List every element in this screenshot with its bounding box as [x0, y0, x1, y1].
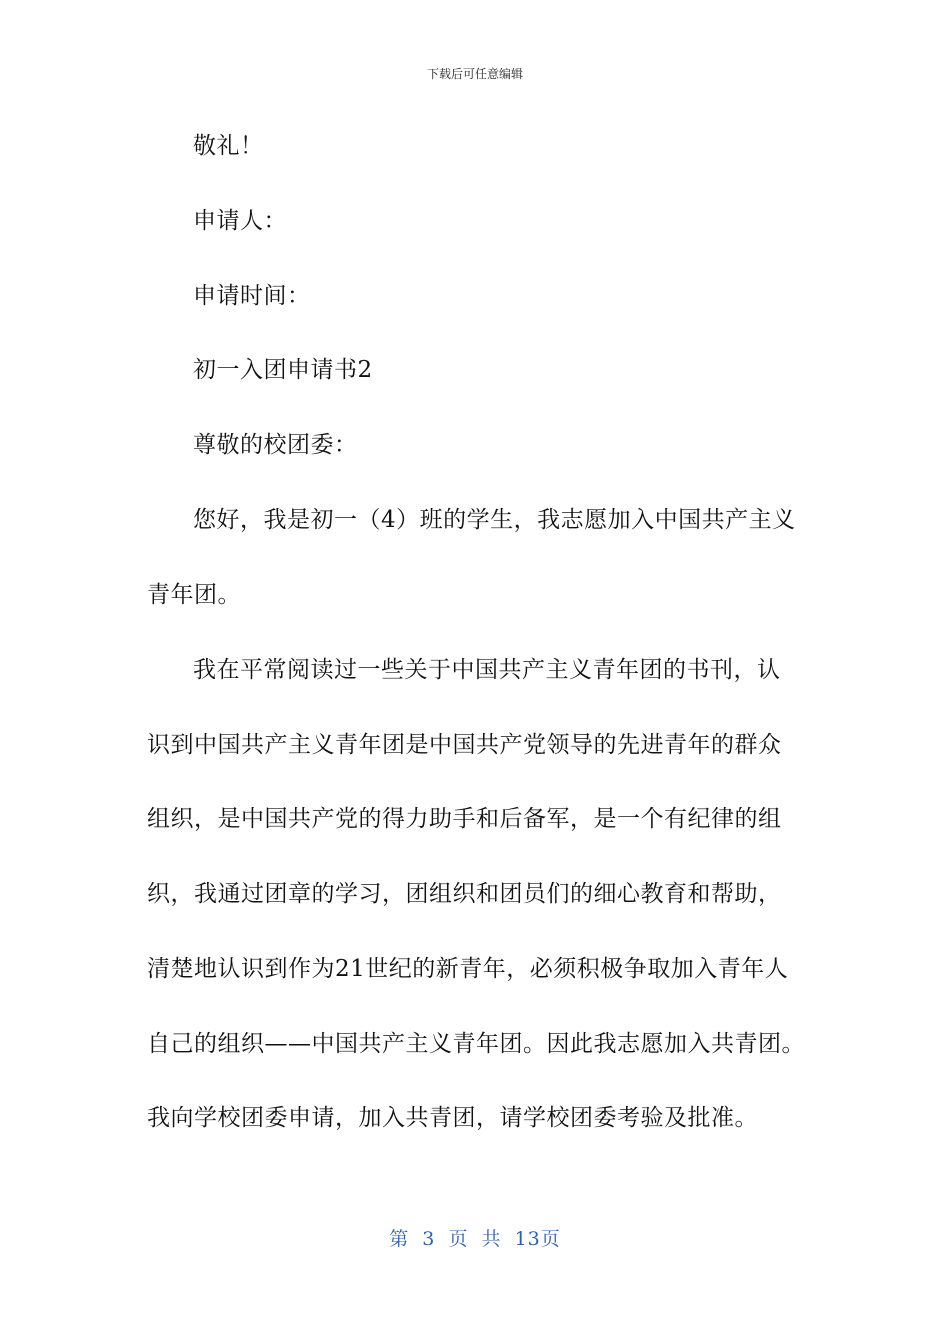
- paragraph-line: 您好，我是初一（4）班的学生，我志愿加入中国共产主义: [193, 507, 796, 533]
- paragraph-line: 识到中国共产主义青年团是中国共产党领导的先进青年的群众: [147, 732, 782, 758]
- paragraph-line: 自己的组织——中国共产主义青年团。因此我志愿加入共青团。: [147, 1031, 805, 1057]
- closing-salutation: 敬礼！: [193, 133, 264, 159]
- applicant-label: 申请人：: [193, 208, 287, 234]
- footer-current-page: 3: [422, 1228, 436, 1250]
- paragraph-line: 织，我通过团章的学习，团组织和团员们的细心教育和帮助，: [147, 881, 782, 907]
- paragraph-line: 我在平常阅读过一些关于中国共产主义青年团的书刊，认: [193, 657, 781, 683]
- footer-page-word: 页: [448, 1228, 469, 1250]
- paragraph-line: 清楚地认识到作为21世纪的新青年，必须积极争取加入青年人: [147, 956, 789, 982]
- paragraph-line: 组织，是中国共产党的得力助手和后备军，是一个有纪律的组: [147, 806, 782, 832]
- footer-prefix: 第: [389, 1228, 410, 1250]
- application-time-label: 申请时间：: [193, 283, 311, 309]
- greeting: 尊敬的校团委：: [193, 432, 358, 458]
- section-title: 初一入团申请书2: [193, 357, 373, 383]
- footer-total-pages: 13页: [514, 1228, 561, 1250]
- page-header: 下载后可任意编辑: [426, 67, 523, 81]
- footer-total-word: 共: [481, 1228, 502, 1250]
- paragraph-line: 我向学校团委申请，加入共青团，请学校团委考验及批准。: [147, 1105, 758, 1131]
- paragraph-line: 青年团。: [147, 582, 241, 608]
- page-footer: [0, 1227, 950, 1251]
